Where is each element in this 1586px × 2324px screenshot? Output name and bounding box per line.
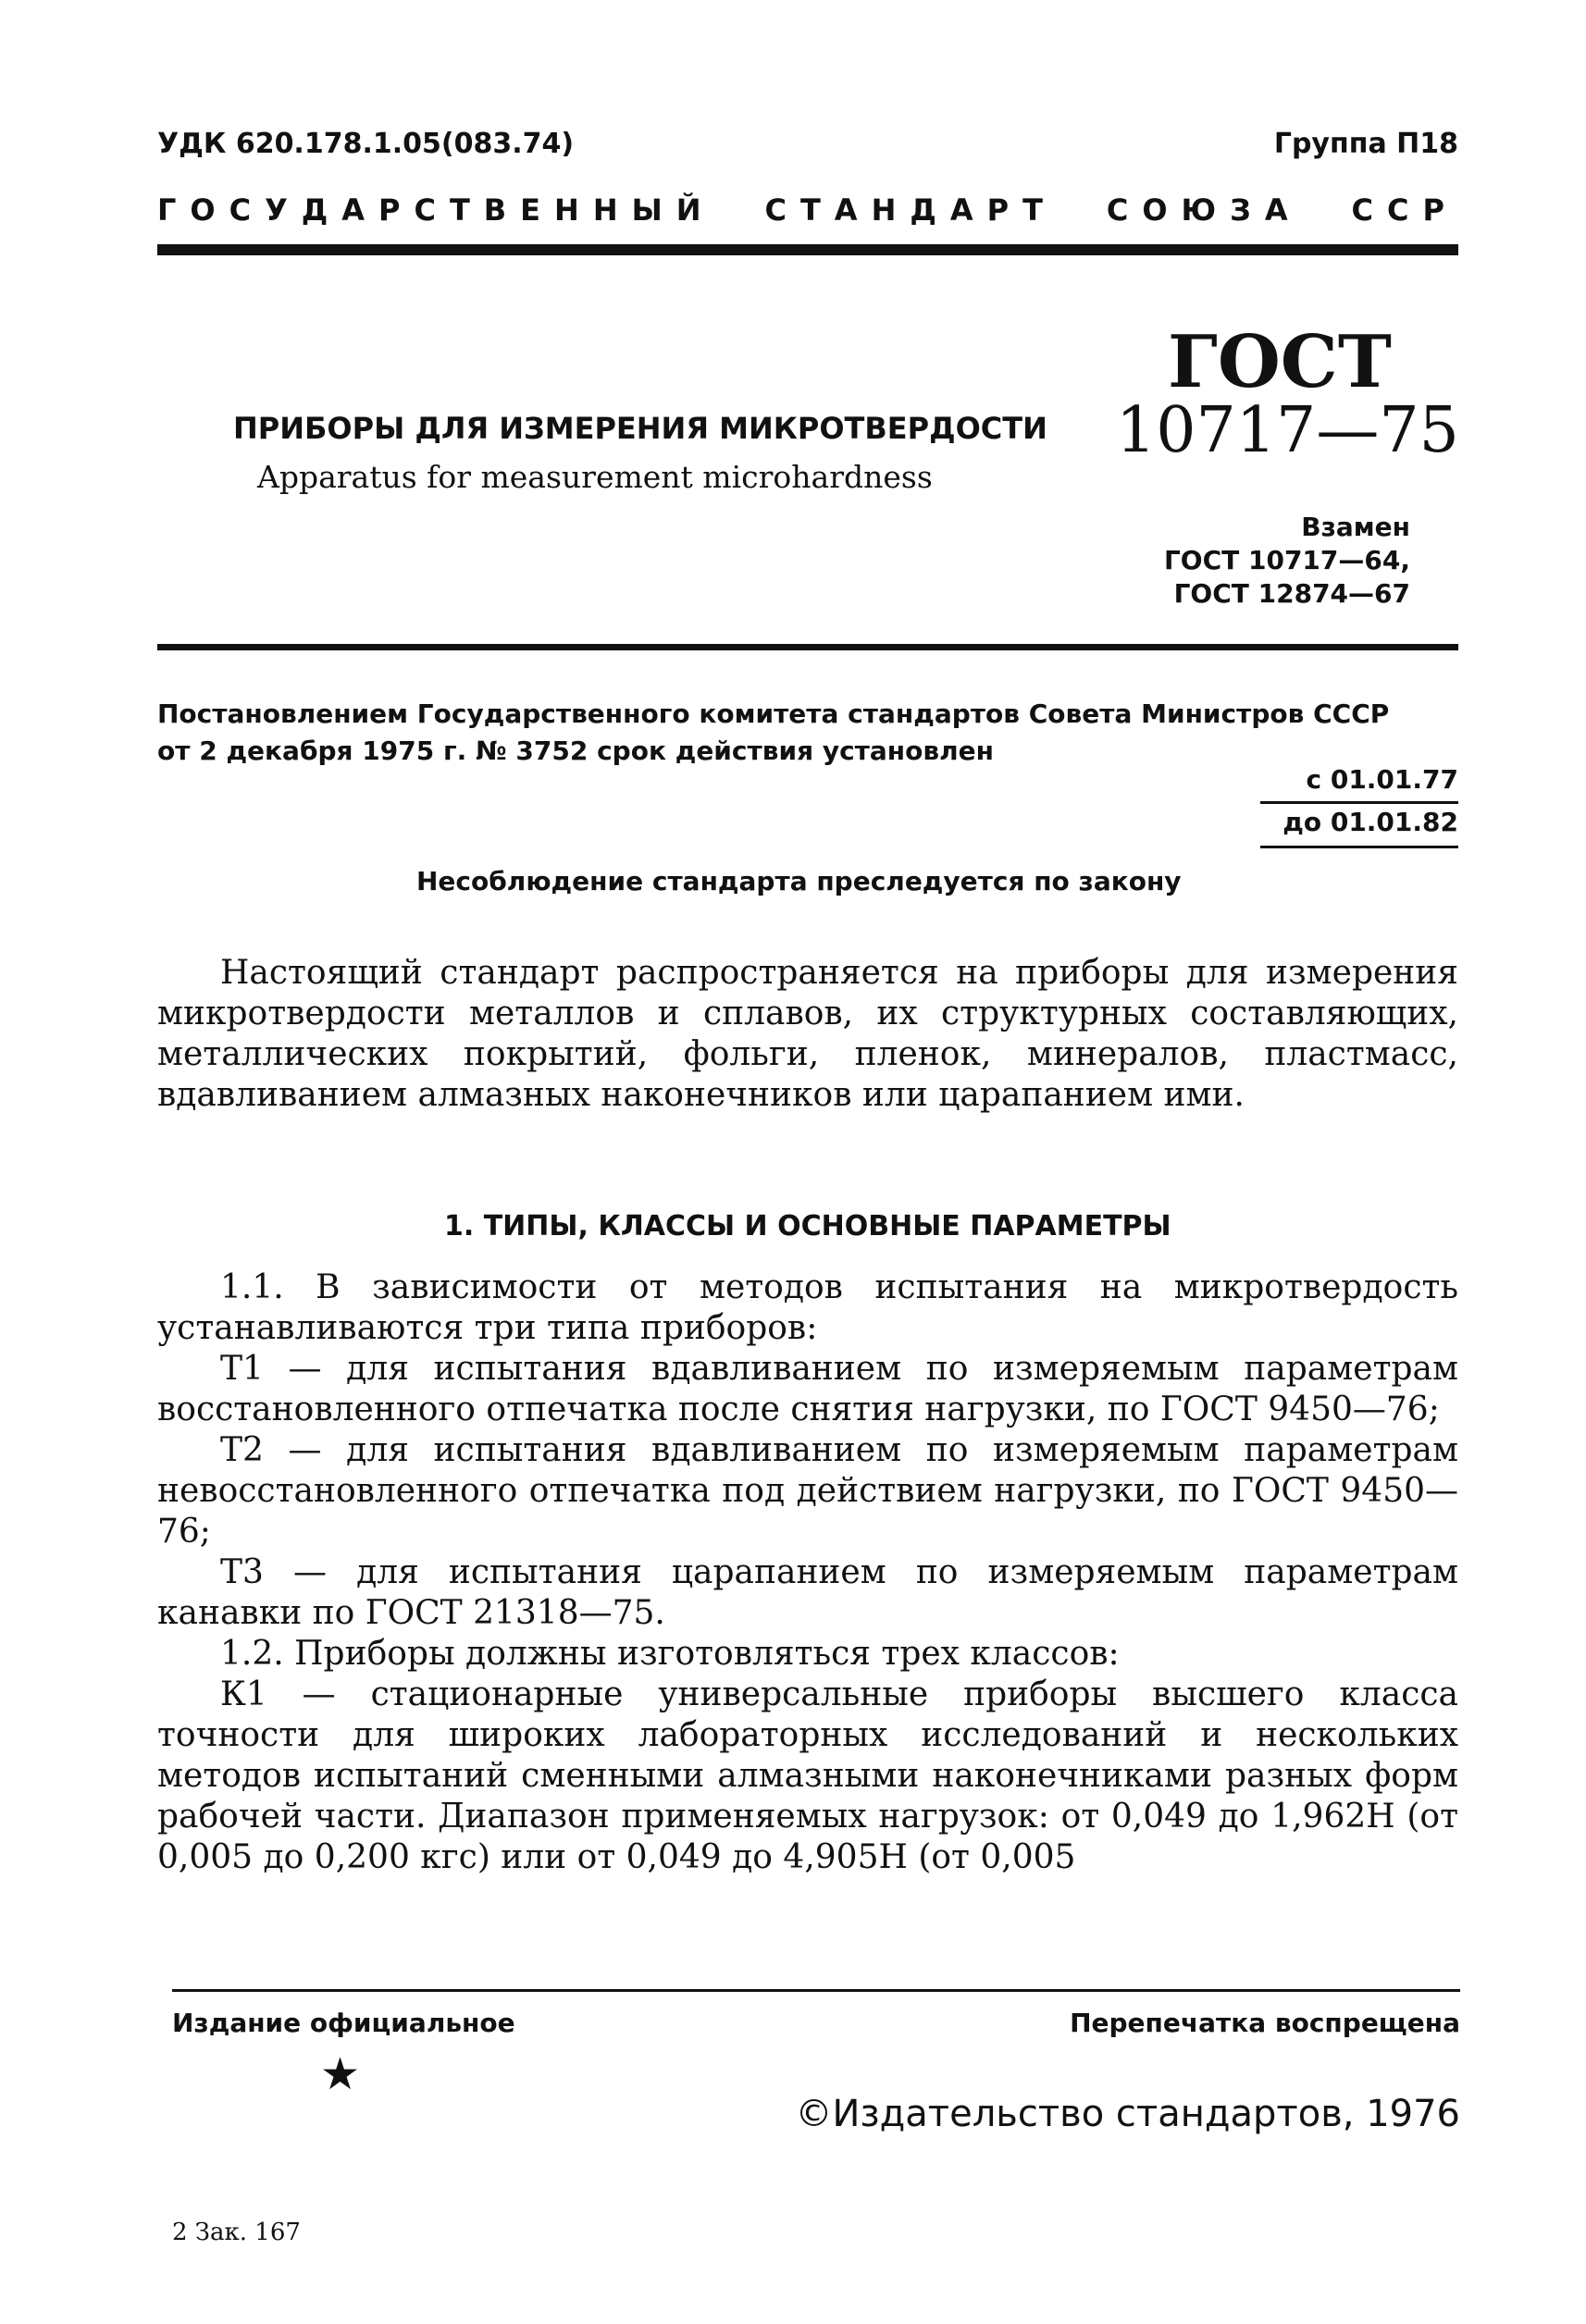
paragraph: Т3 — для испытания царапанием по измеряемым параметрам канавки по ГОСТ 21318—75. xyxy=(157,1553,1458,1632)
date-rule xyxy=(1260,846,1458,848)
decree-line: от 2 декабря 1975 г. № 3752 срок действия установлен xyxy=(157,736,994,766)
footer-rule xyxy=(172,1989,1460,1992)
replaces-item: ГОСТ 12874—67 xyxy=(1173,578,1410,609)
title-russian: ПРИБОРЫ ДЛЯ ИЗМЕРЕНИЯ МИКРОТВЕРДОСТИ xyxy=(233,411,1047,446)
paragraph: Т2 — для испытания вдавливанием по измеряемым параметрам невосстановленного отпечатка под действием нагрузки, по ГОСТ 9450—76; xyxy=(157,1431,1458,1551)
paragraph: К1 — стационарные универсальные приборы высшего класса точности для широких лабораторных исследований и нескольких методов испытаний сменными алмазными наконечниками разных форм рабочей части. Диапазон применяемых нагрузок: от 0,049 до 1,962Н (от 0,005 до 0,200 кгс) или от 0,049 до 4,905Н (от 0,005 xyxy=(157,1675,1458,1876)
publisher-copyright: ©Издательство стандартов, 1976 xyxy=(795,2093,1460,2135)
decree-line: Постановлением Государственного комитета стандартов Совета Министров СССР xyxy=(157,698,1390,729)
official-edition: Издание официальное xyxy=(172,2008,515,2038)
replaces-block xyxy=(1164,511,1410,611)
banner-word: СТАНДАРТ xyxy=(764,192,1057,228)
title-rule xyxy=(157,644,1458,650)
replaces-item: ГОСТ 10717—64, xyxy=(1163,545,1410,575)
udk-code: УДК 620.178.1.05(083.74) xyxy=(157,128,575,160)
star-icon: ★ xyxy=(320,2048,361,2100)
reprint-notice: Перепечатка воспрещена xyxy=(1070,2008,1460,2038)
decree-block xyxy=(157,696,1458,770)
violation-notice: Несоблюдение стандарта преследуется по закону xyxy=(416,866,1182,896)
gost-number: 10717—75 xyxy=(1116,394,1459,467)
replaces-label: Взамен xyxy=(1301,512,1410,542)
banner-word: СОЮЗА xyxy=(1106,192,1302,228)
validity-to: до 01.01.82 xyxy=(1282,807,1458,837)
gost-label: ГОСТ xyxy=(1168,320,1392,404)
paragraph: 1.2. Приборы должны изготовляться трех классов: xyxy=(220,1635,1120,1673)
paragraph: Т1 — для испытания вдавливанием по измеряемым параметрам восстановленного отпечатка после снятия нагрузки, по ГОСТ 9450—76; xyxy=(157,1350,1458,1428)
banner-word: ГОСУДАРСТВЕННЫЙ xyxy=(157,192,715,228)
header-rule xyxy=(157,244,1458,255)
date-rule xyxy=(1260,801,1458,804)
intro-paragraph: Настоящий стандарт распространяется на приборы для измерения микротвердости металлов и сплавов, их структурных составляющих, металлических покрытий, фольги, пленок, минералов, пластмасс, вдавливанием алмазных наконечников или царапанием ими. xyxy=(157,954,1458,1114)
paragraph: 1.1. В зависимости от методов испытания на микротвердость устанавливаются три типа приборов: xyxy=(157,1268,1458,1347)
section-body xyxy=(157,1267,1458,1878)
state-standard-banner xyxy=(157,192,1458,228)
section-title: 1. ТИПЫ, КЛАССЫ И ОСНОВНЫЕ ПАРАМЕТРЫ xyxy=(444,1210,1171,1242)
group-code: Группа П18 xyxy=(1273,128,1458,160)
title-english: Apparatus for measurement microhardness xyxy=(257,459,933,495)
order-number: 2 Зак. 167 xyxy=(172,2219,301,2246)
banner-word: ССР xyxy=(1351,192,1458,228)
validity-from: с 01.01.77 xyxy=(1306,764,1458,795)
